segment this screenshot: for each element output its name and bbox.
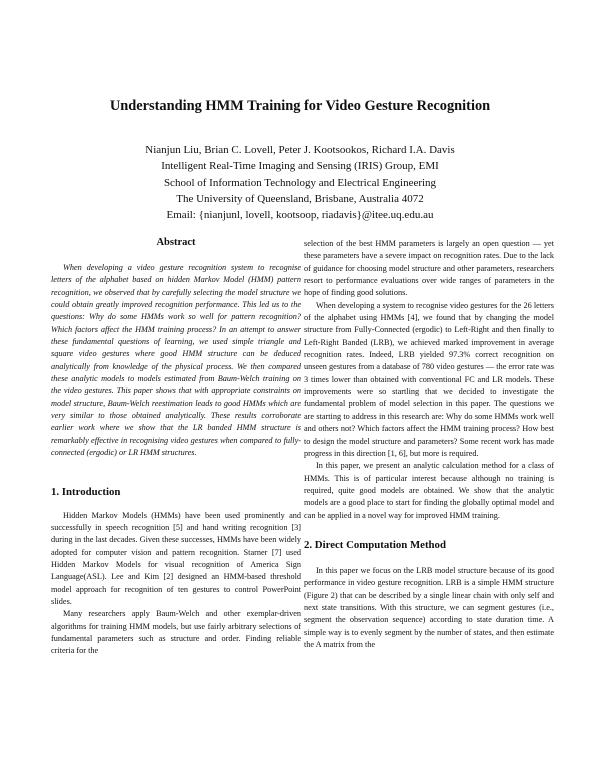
author-names: Nianjun Liu, Brian C. Lovell, Peter J. Kootsookos, Richard I.A. Davis (145, 144, 455, 156)
intro-paragraph-3: selection of the best HMM parameters is largely an open question — yet these parameters have a severe impact on recognition rates. Due to the lack of guidance for choosing model structure and other parameters, researchers resort to performance evaluations over wide ranges of parameters in the hope of finding good solutions. (304, 239, 554, 298)
author-group: Intelligent Real-Time Imaging and Sensing (IRIS) Group, EMI (161, 160, 439, 173)
author-block (0, 142, 600, 223)
intro-paragraph-2: Many researchers apply Baum-Welch and other exemplar-driven algorithms for training HMM models, but use fairly arbitrary selections of fundamental parameters such as structure and order. Finding reliable criteria for the (51, 609, 301, 656)
author-school: School of Information Technology and Electrical Engineering (163, 176, 437, 189)
author-email: Email: {nianjunl, lovell, kootsoop, riadavis}@itee.uq.edu.au (166, 209, 434, 222)
abstract (51, 262, 301, 460)
right-column (304, 238, 554, 651)
paper-title: Understanding HMM Training for Video Gesture Recognition (109, 98, 491, 114)
abstract-heading: Abstract (156, 237, 196, 248)
author-university: The University of Queensland, Brisbane, Australia 4072 (176, 192, 424, 205)
intro-paragraph-4: When developing a system to recognise video gestures for the 26 letters of the alphabet using HMMs [4], we found that by changing the model structure from Fully-Connected (ergodic) to Left-Right and then finally to Left-Right Banded (LRB), we achieved marked improvement in average recognition rates. Indeed, LRB yielded 97.3% correct recognition on unseen gestures from a database of 780 video gestures — the error rate was 3 times lower than obtained with conventional FC and LR models. These improvements were so startling that we decided to investigate the fundamental problem of model selection in this paper. The questions we are starting to address in this research are: Why do some HMMs work well and others not? Which factors affect the HMM training process? How best to design the model structure and parameters? Some recent work has made progress in this direction [1, 6], but more is required. (304, 300, 554, 458)
section-heading-introduction: 1. Introduction (51, 485, 121, 498)
intro-paragraph-1: Hidden Markov Models (HMMs) have been used prominently and successfully in speech recognition [5] and hand writing recognition [3] during in the last decades. Given these successes, HMMs have been widely adopted for computer vision and pattern recognition. Starner [7] used Hidden Markov Models for visual recognition of America Sign Language(ASL). Lee and Kim [2] designed an HMM-based threshold model approach for recognition of ten gestures to control PowerPoint slides. (51, 510, 301, 606)
left-column (51, 236, 301, 658)
section-heading-direct-computation: 2. Direct Computation Method (304, 538, 446, 551)
abstract-text: When developing a video gesture recognition system to recognise letters of the alphabet based on hidden Markov Model (HMM) pattern recognition, we observed that by carefully selecting the model structure we could obtain greatly improved recognition performance. This led us to the questions: Why do some HMMs work so well for pattern recognition? Which factors affect the HMM training process? In an attempt to answer these fundamental questions of learning, we used simple triangle and square video gestures where good HMM structure can be deduced analytically from knowledge of the physical process. We then compared these analytic models to models estimated from Baum-Welch training on the video gestures. This paper shows that with appropriate constraints on model structure, Baum-Welch reestimation leads to good HMMs which are very similar to those obtained analytically. These results corroborate earlier work where we show that the LR banded HMM structure is remarkably effective in recognising video gestures when compared to fully-connected (ergodic) or LR HMM structures. (51, 263, 301, 458)
direct-computation-paragraph: In this paper we focus on the LRB model structure because of its good performance in video gesture recognition. LRB is a simple HMM structure (Figure 2) that can be described by a single linear chain with only self and next state transitions. With this structure, we can segment gestures (i.e., segment the observation sequence) according to state duration time. A simple way is to evenly segment by the number of states, and then estimate the A matrix from the (304, 565, 554, 649)
intro-paragraph-5: In this paper, we present an analytic calculation method for a class of HMMs. This is of particular interest because although no training is required, quite good models are obtained. We show that the analytic models are a good place to start for finding the globally optimal model and can be applied in a novel way for improved HMM training. (304, 461, 554, 520)
